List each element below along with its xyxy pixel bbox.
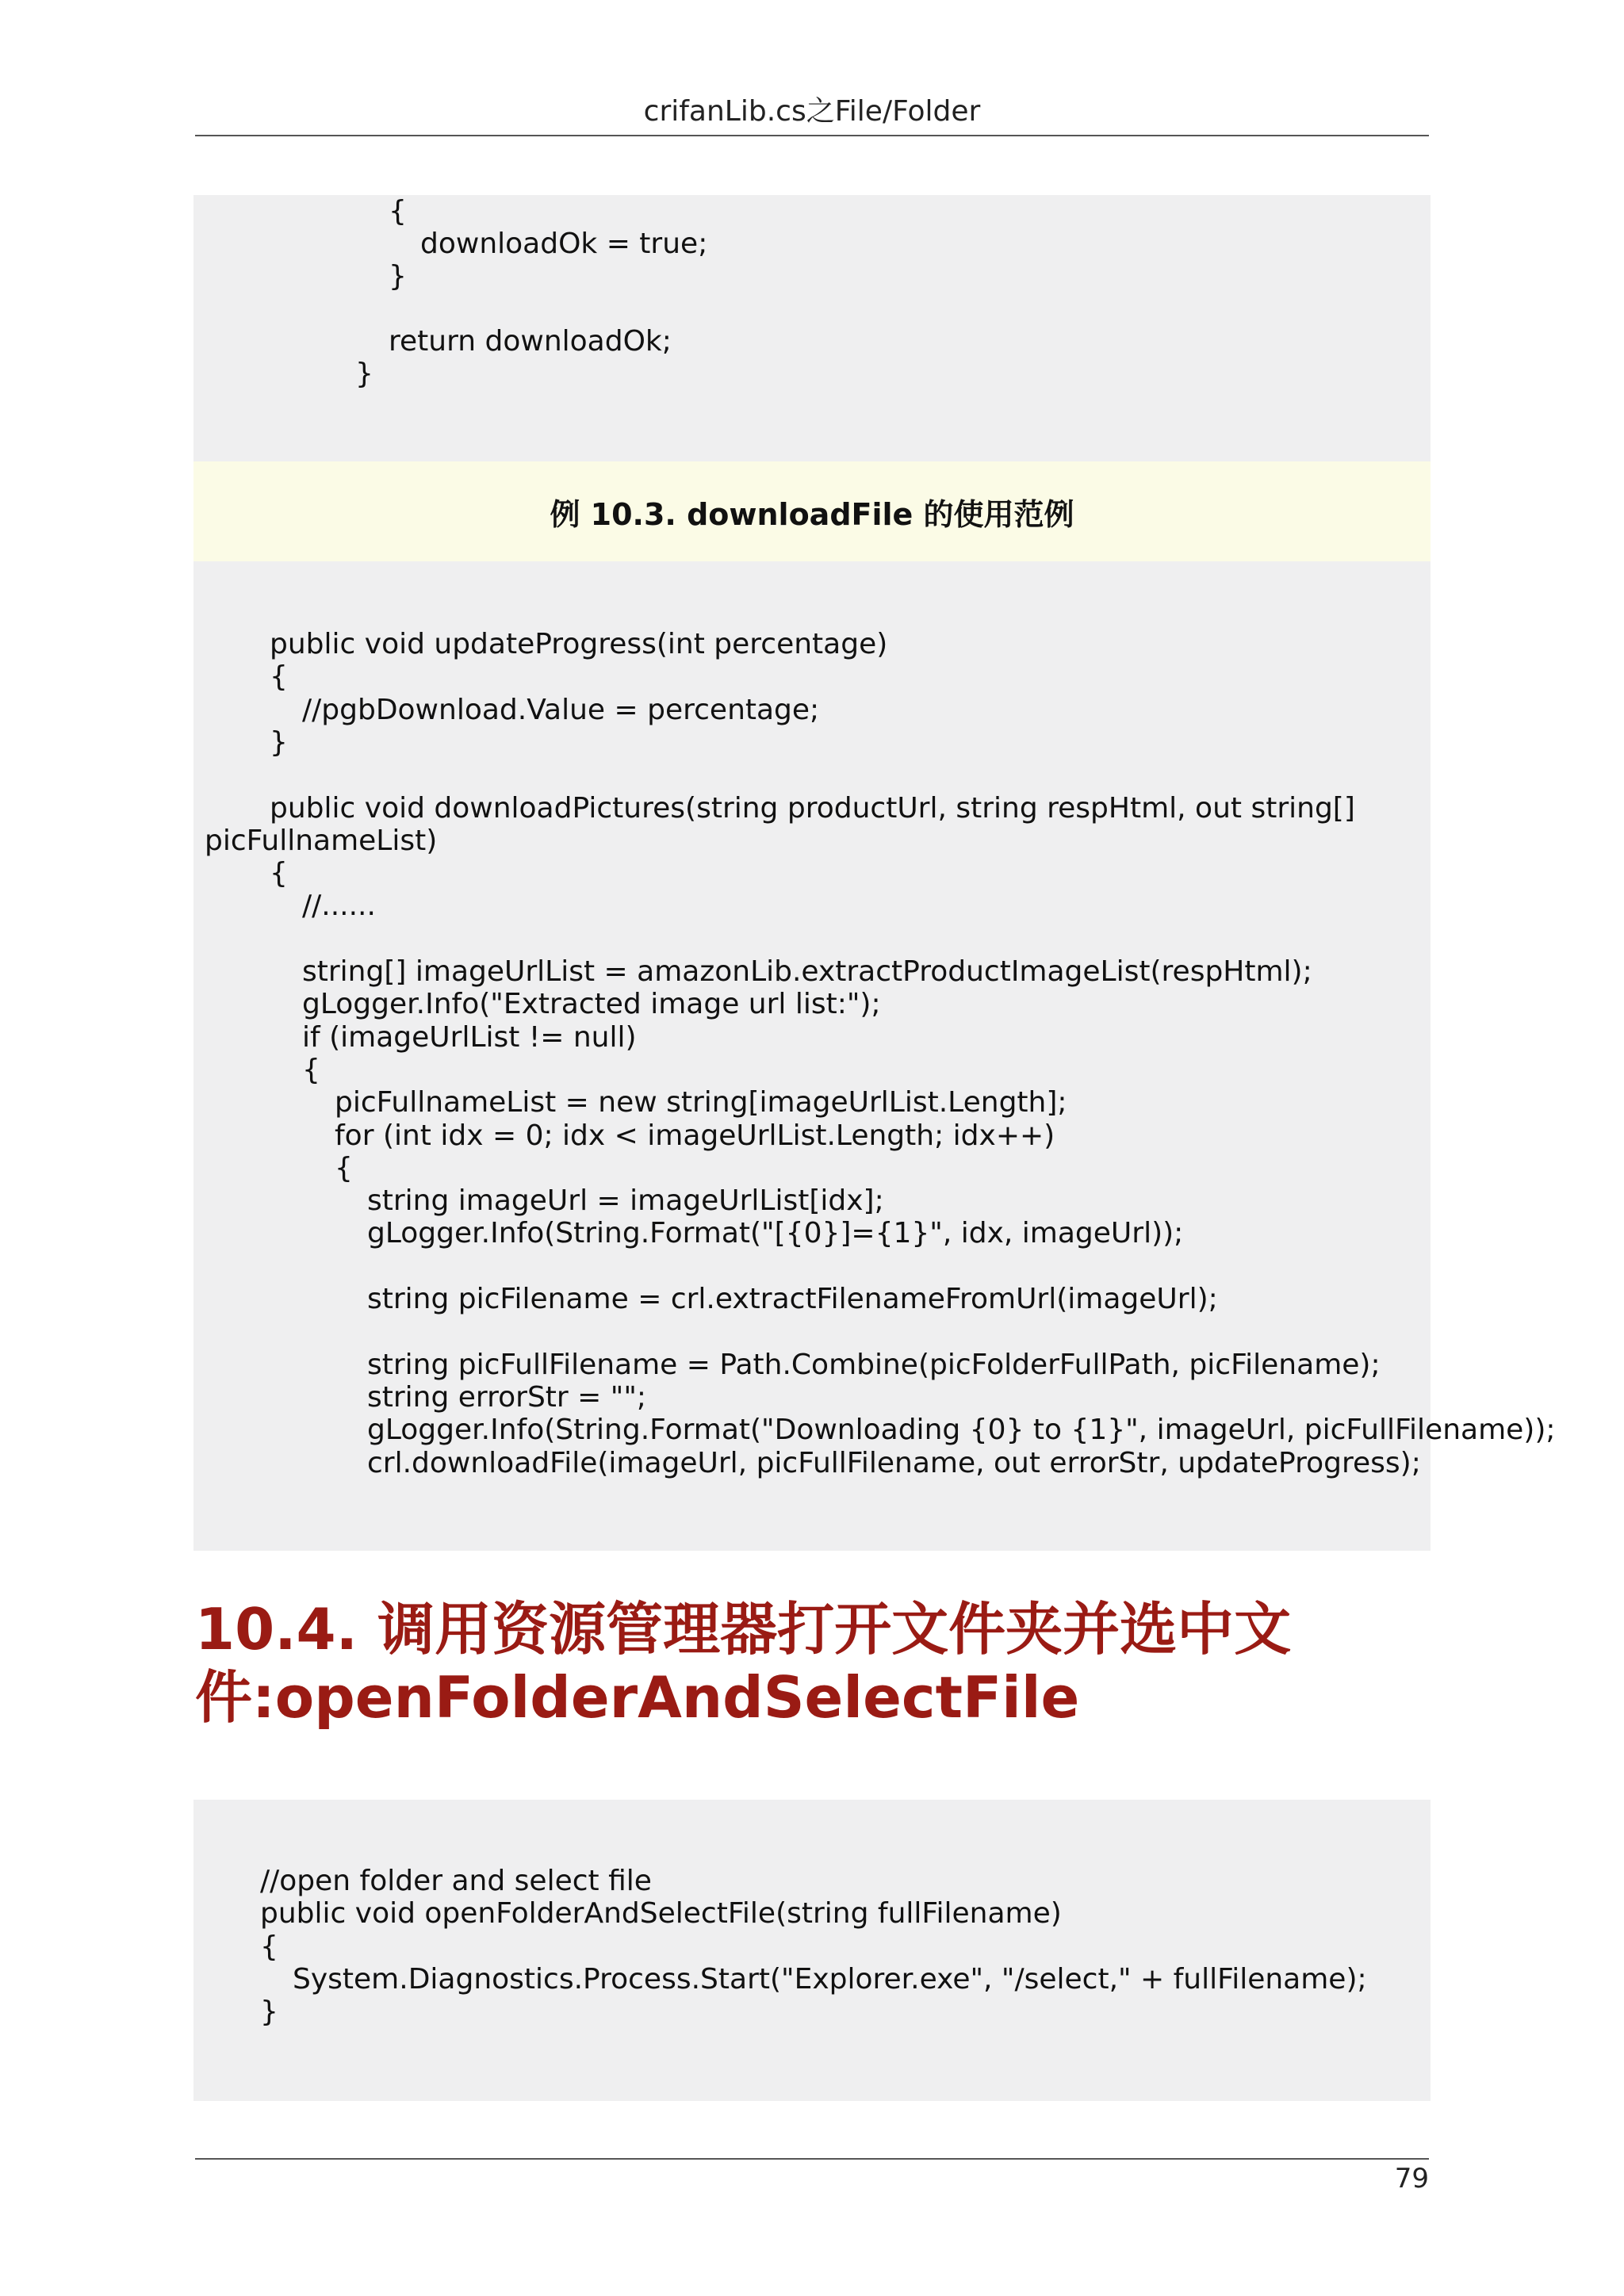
code-block-download-pictures: [193, 561, 1556, 1551]
footer-rule: [195, 2158, 1429, 2160]
code-line: }: [260, 1996, 278, 2029]
header-rule: [195, 135, 1429, 136]
code-line: public void openFolderAndSelectFile(string fullFilename): [260, 1897, 1062, 1931]
running-header: crifanLib.cs之File/Folder: [643, 95, 981, 128]
code-line: picFullnameList): [205, 824, 438, 857]
code-line: public void downloadPictures(string productUrl, string respHtml, out string[]: [270, 791, 1355, 825]
page-number: 79: [1394, 2163, 1429, 2195]
code-block-open-folder: [193, 1800, 1431, 2101]
code-line: }: [270, 725, 288, 759]
code-line: string[] imageUrlList = amazonLib.extractProductImageList(respHtml);: [302, 955, 1312, 988]
code-line: gLogger.Info(String.Format("[{0}]={1}", idx, imageUrl));: [367, 1217, 1184, 1250]
code-line: {: [270, 857, 288, 890]
code-line: downloadOk = true;: [420, 228, 708, 260]
code-line: picFullnameList = new string[imageUrlList.Length];: [335, 1086, 1067, 1119]
code-line: gLogger.Info(String.Format("Downloading {0} to {1}", imageUrl, picFullFilename));: [367, 1414, 1556, 1447]
code-line: //pgbDownload.Value = percentage;: [302, 693, 820, 726]
section-heading-line-2: 件:openFolderAndSelectFile: [195, 1664, 1080, 1731]
code-line: if (imageUrlList != null): [302, 1020, 637, 1054]
code-line: for (int idx = 0; idx < imageUrlList.Length; idx++): [335, 1119, 1055, 1152]
code-line: string picFullFilename = Path.Combine(picFolderFullPath, picFilename);: [367, 1348, 1381, 1381]
section-heading: [195, 1595, 1429, 1732]
code-line: return downloadOk;: [389, 325, 672, 358]
code-line: {: [260, 1930, 278, 1963]
code-line: gLogger.Info("Extracted image url list:");: [302, 988, 881, 1021]
example-caption: 例 10.3. downloadFile 的使用范例: [193, 461, 1431, 561]
code-line: {: [302, 1053, 320, 1086]
code-line: //......: [302, 890, 376, 923]
code-line: string imageUrl = imageUrlList[idx];: [367, 1184, 884, 1218]
code-line: System.Diagnostics.Process.Start("Explorer.exe", "/select," + fullFilename);: [293, 1962, 1367, 1996]
code-line: {: [335, 1151, 353, 1184]
code-line: }: [389, 260, 407, 293]
code-line: }: [355, 358, 373, 390]
code-line: {: [270, 660, 288, 694]
code-line: //open folder and select file: [260, 1865, 652, 1897]
section-heading-line-1: 10.4. 调用资源管理器打开文件夹并选中文: [195, 1596, 1292, 1663]
code-line: string errorStr = "";: [367, 1380, 647, 1414]
code-line: crl.downloadFile(imageUrl, picFullFilename, out errorStr, updateProgress);: [367, 1446, 1421, 1479]
code-line: {: [389, 195, 407, 228]
code-block-download-ok: [193, 195, 1431, 461]
code-line: string picFilename = crl.extractFilenameFromUrl(imageUrl);: [367, 1283, 1218, 1315]
code-line: public void updateProgress(int percentage): [270, 628, 888, 660]
